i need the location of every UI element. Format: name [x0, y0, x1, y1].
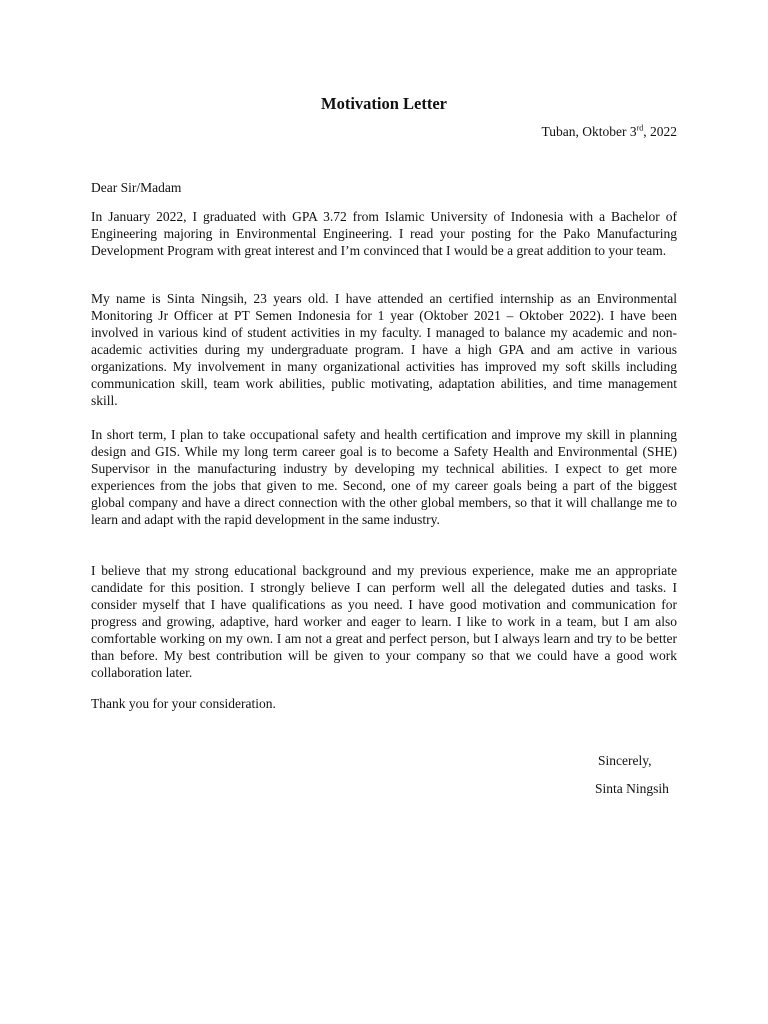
signature-name: Sinta Ningsih [595, 781, 669, 796]
paragraph-career-goals: In short term, I plan to take occupational safety and health certification and improve my skill in planning design and GIS. While my long term career goal is to become a Safety Health and Environmental (SHE) Supervisor in the manufacturing industry by developing my technical abilities. I expect to get more experiences from the jobs that given to me. Second, one of my career goals being a part of the biggest global company and have a direct connection with the other global members, so that it will challange me to learn and adapt with the rapid development in the same industry. [91, 427, 677, 527]
date-year: , 2022 [643, 124, 677, 139]
paragraph-thanks: Thank you for your consideration. [91, 696, 276, 711]
closing: Sincerely, [598, 753, 652, 768]
paragraph-qualifications: I believe that my strong educational background and my previous experience, make me an appropriate candidate for this position. I strongly believe I can perform well all the delegated duties and tasks. I consider myself that I have qualifications as you need. I have good motivation and communication for progress and growing, adaptive, hard worker and eager to learn. I like to work in a team, but I am also comfortable working on my own. I am not a great and perfect person, but I always learn and try to be better than before. My best contribution will be given to your company so that we could have a good work collaboration later. [91, 563, 677, 680]
date-suffix: rd [636, 123, 644, 133]
paragraph-experience: My name is Sinta Ningsih, 23 years old. I have attended an certified internship as an Environmental Monitoring Jr Officer at PT Semen Indonesia for 1 year (Oktober 2021 – Oktober 2022). I have been involved in various kind of student activities in my faculty. I managed to balance my academic and non-academic activities during my undergraduate program. I have a high GPA and am active in various organizations. My involvement in many organizational activities has improved my soft skills including communication skill, team work abilities, public motivating, adaptation abilities, and time management skill. [91, 291, 677, 408]
date-place-day: Tuban, Oktober 3 [541, 124, 637, 139]
letter-date [541, 123, 677, 141]
letter-title: Motivation Letter [321, 94, 447, 113]
paragraph-education: In January 2022, I graduated with GPA 3.72 from Islamic University of Indonesia with a Bachelor of Engineering majoring in Environmental Engineering. I read your posting for the Pako Manufacturing Development Program with great interest and I’m convinced that I would be a great addition to your team. [91, 209, 677, 258]
salutation: Dear Sir/Madam [91, 180, 182, 195]
